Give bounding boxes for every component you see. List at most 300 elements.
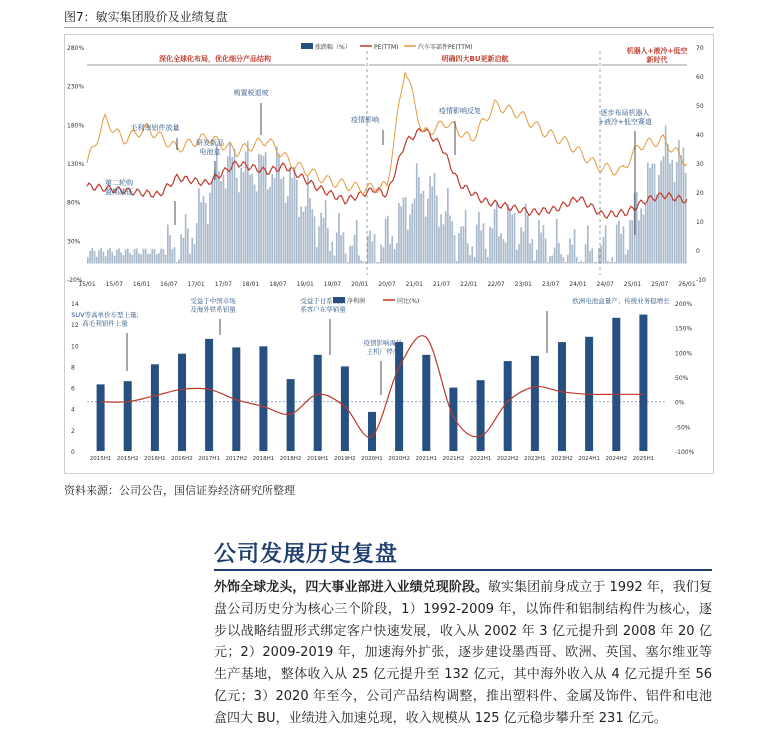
top-bar bbox=[320, 213, 322, 264]
top-bar bbox=[414, 199, 416, 264]
top-bar bbox=[185, 214, 187, 263]
top-bar bbox=[438, 227, 440, 264]
profit-bar bbox=[395, 342, 403, 451]
top-bar bbox=[269, 187, 271, 264]
top-bar bbox=[107, 250, 109, 264]
top-bar bbox=[516, 250, 518, 264]
top-bar bbox=[223, 175, 225, 264]
top-bar bbox=[198, 188, 200, 263]
top-bar bbox=[569, 238, 571, 263]
top-x-tick-label: 16/07 bbox=[160, 281, 178, 288]
top-x-tick-label: 17/07 bbox=[214, 281, 233, 288]
top-bar bbox=[409, 215, 411, 264]
figure-title: 图7：敏实集团股价及业绩复盘 bbox=[64, 10, 228, 24]
top-bar bbox=[685, 173, 687, 264]
top-bar bbox=[249, 175, 251, 264]
top-bar bbox=[318, 226, 320, 263]
top-bar bbox=[676, 162, 678, 264]
top-bar bbox=[411, 204, 413, 264]
top-bar bbox=[354, 235, 356, 264]
top-bar bbox=[100, 248, 102, 263]
top-right-tick-label: -10 bbox=[696, 277, 706, 284]
bottom-annotation: 受益于日系及欧 bbox=[300, 297, 346, 305]
top-bar bbox=[218, 171, 220, 263]
top-bar bbox=[458, 233, 460, 263]
top-bar bbox=[669, 164, 671, 264]
top-bar bbox=[183, 238, 185, 264]
top-bar bbox=[207, 224, 209, 263]
top-bar bbox=[349, 246, 351, 264]
top-bar bbox=[587, 226, 589, 264]
figure-source: 资料来源：公司公告，国信证券经济研究所整理 bbox=[64, 484, 295, 497]
bottom-x-tick-label: 2019H2 bbox=[334, 456, 356, 462]
top-bar bbox=[176, 262, 178, 264]
top-bar bbox=[489, 227, 491, 264]
top-bar bbox=[620, 234, 622, 264]
top-bar bbox=[163, 249, 165, 263]
bottom-x-tick-label: 2019H1 bbox=[306, 456, 329, 462]
top-bar bbox=[125, 249, 127, 263]
top-bar bbox=[383, 247, 385, 263]
top-bar bbox=[160, 249, 162, 264]
top-bar bbox=[238, 192, 240, 263]
top-bar bbox=[636, 192, 638, 264]
top-bar bbox=[454, 235, 456, 263]
top-bar bbox=[256, 192, 258, 264]
bottom-x-tick-label: 2023H1 bbox=[524, 456, 546, 462]
top-bar bbox=[111, 252, 113, 264]
top-bar bbox=[420, 194, 422, 264]
top-bar bbox=[145, 249, 147, 264]
top-bar bbox=[167, 225, 169, 264]
bottom-x-tick-label: 2021H1 bbox=[415, 456, 438, 462]
top-bar bbox=[116, 250, 118, 264]
bottom-left-tick-label: 6 bbox=[71, 385, 75, 393]
top-right-tick-label: 20 bbox=[696, 190, 704, 197]
top-bar bbox=[514, 213, 516, 263]
top-bar bbox=[338, 213, 340, 264]
bottom-x-tick-label: 2024H2 bbox=[605, 456, 628, 462]
top-bar bbox=[649, 168, 651, 263]
bottom-right-tick-label: 0% bbox=[675, 399, 685, 407]
bottom-left-tick-label: 2 bbox=[71, 427, 75, 435]
top-bar bbox=[505, 242, 507, 263]
section-lead: 外饰全球龙头，四大事业部进入业绩兑现阶段。 bbox=[214, 580, 488, 595]
profit-bar bbox=[178, 354, 186, 451]
top-bar bbox=[451, 221, 453, 263]
top-annotation: +液冷+低空赛道 bbox=[598, 118, 652, 126]
bottom-x-tick-label: 2025H1 bbox=[632, 456, 655, 462]
top-bar bbox=[596, 262, 598, 264]
bottom-annotation: 高毛利铝件上量 bbox=[82, 319, 128, 328]
top-bar bbox=[609, 262, 611, 264]
top-bar bbox=[387, 216, 389, 264]
top-bar bbox=[487, 257, 489, 263]
top-x-tick-label: 15/07 bbox=[105, 281, 123, 288]
top-bar bbox=[618, 221, 620, 264]
top-x-tick-label: 25/01 bbox=[623, 281, 642, 288]
top-annotation: 第二轮购 bbox=[105, 179, 133, 187]
top-bar bbox=[243, 172, 245, 263]
top-bar bbox=[463, 226, 465, 263]
top-bar bbox=[347, 262, 349, 264]
top-x-tick-label: 19/07 bbox=[323, 281, 342, 288]
top-bar bbox=[376, 262, 378, 264]
top-bar bbox=[431, 186, 433, 263]
top-right-tick-label: 0 bbox=[696, 248, 700, 255]
top-bar bbox=[136, 249, 138, 264]
top-bar bbox=[567, 255, 569, 264]
top-bar bbox=[87, 257, 89, 263]
top-bar bbox=[360, 260, 362, 263]
top-annotation: 逐步布局机器人 bbox=[600, 109, 650, 117]
top-left-tick-label: 280% bbox=[67, 45, 85, 52]
top-annotation: 疫情影响反复 bbox=[439, 107, 481, 115]
top-bar bbox=[545, 239, 547, 264]
top-bar bbox=[456, 261, 458, 264]
top-bar bbox=[418, 177, 420, 264]
top-bar bbox=[391, 236, 393, 263]
top-bar bbox=[118, 248, 120, 263]
top-bar bbox=[396, 243, 398, 263]
top-right-tick-label: 60 bbox=[696, 74, 704, 81]
top-bar bbox=[229, 142, 231, 264]
top-bar bbox=[263, 156, 265, 264]
top-bar bbox=[171, 249, 173, 264]
bottom-annotation: 受益于中国市场 bbox=[190, 297, 236, 305]
top-x-tick-label: 18/01 bbox=[241, 281, 260, 288]
top-bar bbox=[225, 188, 227, 263]
top-bar bbox=[274, 178, 276, 264]
top-bar bbox=[385, 219, 387, 264]
top-bar bbox=[394, 249, 396, 264]
top-bar bbox=[678, 140, 680, 264]
top-bar bbox=[498, 236, 500, 263]
top-x-tick-label: 25/07 bbox=[651, 281, 669, 288]
top-bar bbox=[340, 235, 342, 263]
top-x-tick-label: 26/01 bbox=[678, 281, 696, 288]
profit-bar bbox=[531, 356, 539, 451]
top-bar bbox=[658, 175, 660, 264]
profit-bar bbox=[259, 346, 267, 451]
bottom-x-tick-label: 2017H1 bbox=[198, 456, 220, 462]
bottom-right-tick-label: 150% bbox=[675, 325, 693, 333]
top-bar bbox=[536, 250, 538, 264]
top-bar bbox=[500, 233, 502, 263]
bottom-right-tick-label: -50% bbox=[675, 424, 691, 432]
top-bar bbox=[331, 242, 333, 264]
top-bar bbox=[625, 255, 627, 264]
top-bar bbox=[607, 261, 609, 264]
top-bar bbox=[307, 176, 309, 264]
phase-label: 明确四大BU更新启航 bbox=[441, 55, 509, 63]
top-bar bbox=[363, 261, 365, 263]
top-x-tick-label: 24/01 bbox=[569, 281, 587, 288]
top-bar bbox=[574, 229, 576, 264]
bottom-x-tick-label: 2024H1 bbox=[578, 456, 600, 462]
top-bar bbox=[407, 230, 409, 264]
top-bar bbox=[140, 254, 142, 263]
top-bar bbox=[194, 244, 196, 263]
top-bar bbox=[614, 262, 616, 264]
legend-industry-pe-label: 汽车零部件PE(TTM) bbox=[418, 44, 473, 51]
top-bar bbox=[527, 215, 529, 263]
top-bar bbox=[680, 155, 682, 263]
top-bar bbox=[543, 225, 545, 264]
top-bar bbox=[231, 157, 233, 264]
top-bar bbox=[563, 257, 565, 263]
top-x-tick-label: 23/07 bbox=[541, 281, 560, 288]
top-bar bbox=[296, 180, 298, 264]
top-bar bbox=[629, 220, 631, 264]
top-left-tick-label: 80% bbox=[67, 199, 81, 207]
bottom-right-tick-label: 100% bbox=[675, 350, 693, 358]
top-right-tick-label: 50 bbox=[696, 103, 704, 110]
top-bar bbox=[547, 262, 549, 264]
top-bar bbox=[460, 227, 462, 264]
profit-bar bbox=[368, 412, 376, 451]
top-bar bbox=[656, 194, 658, 263]
top-bar bbox=[471, 247, 473, 264]
top-bar bbox=[443, 224, 445, 263]
top-bar bbox=[638, 220, 640, 263]
top-x-tick-label: 19/01 bbox=[296, 281, 314, 288]
top-bar bbox=[434, 173, 436, 264]
top-bar bbox=[374, 234, 376, 264]
top-bar bbox=[427, 199, 429, 264]
top-bar bbox=[467, 243, 469, 263]
profit-bar bbox=[151, 364, 159, 451]
top-bar bbox=[531, 239, 533, 264]
top-bar bbox=[525, 204, 527, 264]
top-bar bbox=[645, 204, 647, 264]
top-x-tick-label: 24/07 bbox=[596, 281, 614, 288]
bottom-left-tick-label: 4 bbox=[71, 406, 75, 414]
top-bar bbox=[138, 253, 140, 263]
top-bar bbox=[105, 256, 107, 263]
top-left-tick-label: 180% bbox=[67, 122, 85, 130]
top-bar bbox=[227, 156, 229, 263]
bottom-left-tick-label: 8 bbox=[71, 364, 75, 372]
top-bar bbox=[316, 247, 318, 263]
bottom-left-tick-label: 0 bbox=[71, 449, 75, 456]
profit-bar bbox=[449, 388, 457, 451]
top-bar bbox=[154, 249, 156, 264]
top-bar bbox=[654, 164, 656, 264]
top-bar bbox=[667, 144, 669, 263]
profit-bar bbox=[422, 355, 430, 451]
top-bar bbox=[323, 218, 325, 264]
section-divider bbox=[214, 569, 712, 571]
top-bar bbox=[294, 167, 296, 264]
top-x-tick-label: 21/01 bbox=[405, 281, 423, 288]
top-left-tick-label: 230% bbox=[67, 83, 85, 91]
phase-label: 机器人+液冷+低空 bbox=[626, 47, 688, 55]
top-bar bbox=[631, 220, 633, 263]
top-bar bbox=[623, 226, 625, 263]
top-bar bbox=[400, 206, 402, 263]
bottom-annotation: 主机厂停产 bbox=[366, 347, 400, 356]
top-bar bbox=[594, 262, 596, 264]
top-annotation: 购置税退坡 bbox=[233, 89, 269, 97]
legend-yoy-label: 同比(%) bbox=[397, 298, 420, 305]
bottom-right-tick-label: 200% bbox=[675, 301, 693, 308]
top-bar bbox=[220, 181, 222, 263]
bottom-right-tick-label: 50% bbox=[675, 375, 689, 382]
top-bar bbox=[665, 126, 667, 264]
top-bar bbox=[496, 202, 498, 264]
top-bar bbox=[576, 257, 578, 263]
top-bar bbox=[89, 251, 91, 264]
chart-svg bbox=[65, 35, 713, 473]
bottom-x-tick-label: 2023H2 bbox=[551, 456, 573, 462]
bottom-annotation: 系客户在华销量 bbox=[300, 305, 346, 314]
top-annotation: 电池盒 bbox=[199, 148, 221, 156]
top-bar bbox=[214, 170, 216, 263]
top-bar bbox=[329, 251, 331, 263]
top-bar bbox=[405, 197, 407, 264]
top-bar bbox=[371, 241, 373, 263]
top-annotation: 毛利率铝件放量 bbox=[130, 124, 180, 132]
top-bar bbox=[247, 141, 249, 263]
top-bar bbox=[305, 206, 307, 264]
top-x-tick-label: 22/07 bbox=[487, 281, 505, 288]
legend-bar-label: 涨跌幅（%） bbox=[315, 44, 351, 51]
top-bar bbox=[549, 256, 551, 263]
top-bar bbox=[598, 248, 600, 264]
top-bar bbox=[603, 237, 605, 264]
top-bar bbox=[529, 243, 531, 263]
top-left-tick-label: 130% bbox=[67, 161, 85, 168]
top-bar bbox=[416, 163, 418, 263]
top-bar bbox=[671, 160, 673, 264]
top-bar bbox=[240, 168, 242, 264]
top-bar bbox=[389, 244, 391, 263]
top-bar bbox=[663, 156, 665, 263]
top-bar bbox=[534, 261, 536, 264]
top-bar bbox=[449, 216, 451, 264]
top-bar bbox=[251, 174, 253, 264]
top-bar bbox=[94, 251, 96, 264]
top-bar bbox=[605, 225, 607, 263]
top-bar bbox=[483, 223, 485, 263]
top-bar bbox=[158, 253, 160, 263]
top-bar bbox=[556, 219, 558, 264]
top-bar bbox=[280, 179, 282, 264]
top-bar bbox=[285, 203, 287, 264]
top-bar bbox=[127, 248, 129, 263]
profit-bar bbox=[124, 381, 132, 451]
top-bar bbox=[254, 185, 256, 264]
top-bar bbox=[651, 164, 653, 264]
top-bar bbox=[474, 257, 476, 263]
figure-divider bbox=[64, 27, 714, 28]
top-x-tick-label: 21/07 bbox=[432, 281, 451, 288]
top-bar bbox=[403, 198, 405, 264]
top-bar bbox=[351, 246, 353, 264]
top-bar bbox=[131, 255, 133, 264]
top-bar bbox=[211, 180, 213, 264]
top-bar bbox=[174, 247, 176, 263]
top-bar bbox=[589, 251, 591, 264]
top-bar bbox=[325, 200, 327, 264]
profit-bar bbox=[205, 339, 213, 451]
top-bar bbox=[169, 235, 171, 263]
top-bar bbox=[640, 208, 642, 263]
top-x-tick-label: 22/01 bbox=[460, 281, 478, 288]
top-bar bbox=[134, 249, 136, 263]
top-bar bbox=[380, 245, 382, 264]
top-bar bbox=[465, 210, 467, 264]
top-bar bbox=[180, 234, 182, 263]
top-bar bbox=[591, 249, 593, 264]
top-bar bbox=[143, 249, 145, 264]
legend-bar-swatch bbox=[301, 43, 313, 49]
top-bar bbox=[571, 245, 573, 264]
bottom-left-tick-label: 12 bbox=[71, 322, 79, 330]
top-bar bbox=[560, 254, 562, 263]
top-x-tick-label: 18/07 bbox=[269, 281, 287, 288]
top-bar bbox=[356, 220, 358, 263]
top-bar bbox=[178, 259, 180, 263]
top-bar bbox=[611, 257, 613, 263]
top-x-tick-label: 23/01 bbox=[514, 281, 533, 288]
top-annotation: 置期减征 bbox=[105, 188, 133, 196]
top-bar bbox=[378, 262, 380, 264]
top-bar bbox=[585, 244, 587, 264]
top-x-tick-label: 20/07 bbox=[378, 281, 396, 288]
profit-bar bbox=[477, 380, 485, 451]
bottom-x-tick-label: 2021H2 bbox=[442, 456, 465, 462]
top-bar bbox=[518, 244, 520, 264]
top-bar bbox=[196, 223, 198, 263]
top-bar bbox=[485, 249, 487, 264]
top-x-tick-label: 16/01 bbox=[132, 281, 151, 288]
top-bar bbox=[149, 254, 151, 264]
top-bar bbox=[123, 255, 125, 263]
top-right-tick-label: 10 bbox=[696, 219, 704, 226]
top-bar bbox=[554, 248, 556, 264]
top-bar bbox=[291, 178, 293, 264]
bottom-x-tick-label: 2020H1 bbox=[361, 456, 383, 462]
top-bar bbox=[369, 230, 371, 263]
top-bar bbox=[429, 176, 431, 264]
top-bar bbox=[271, 174, 273, 264]
top-bar bbox=[289, 168, 291, 264]
top-bar bbox=[103, 252, 105, 264]
top-bar bbox=[511, 215, 513, 264]
top-bar bbox=[165, 255, 167, 264]
top-bar bbox=[436, 196, 438, 264]
top-bar bbox=[523, 231, 525, 263]
section-heading: 公司发展历史复盘 bbox=[214, 542, 399, 567]
top-bar bbox=[478, 212, 480, 264]
bottom-x-tick-label: 2022H1 bbox=[469, 456, 492, 462]
top-right-tick-label: 30 bbox=[696, 161, 704, 168]
bottom-x-tick-label: 2015H2 bbox=[116, 456, 139, 462]
phase-label: 深化全球化布局，优化细分产品结构 bbox=[159, 55, 271, 63]
top-bar bbox=[120, 252, 122, 263]
top-bar bbox=[398, 203, 400, 264]
bottom-annotation: 疫情影响海外 bbox=[363, 339, 403, 347]
top-left-tick-label: -20% bbox=[67, 277, 83, 284]
top-right-tick-label: 40 bbox=[696, 132, 704, 139]
legend-pe-label: PE(TTM) bbox=[374, 44, 399, 51]
top-bar bbox=[311, 209, 313, 263]
top-bar bbox=[205, 203, 207, 264]
top-bar bbox=[129, 253, 131, 264]
profit-bar bbox=[97, 384, 105, 451]
